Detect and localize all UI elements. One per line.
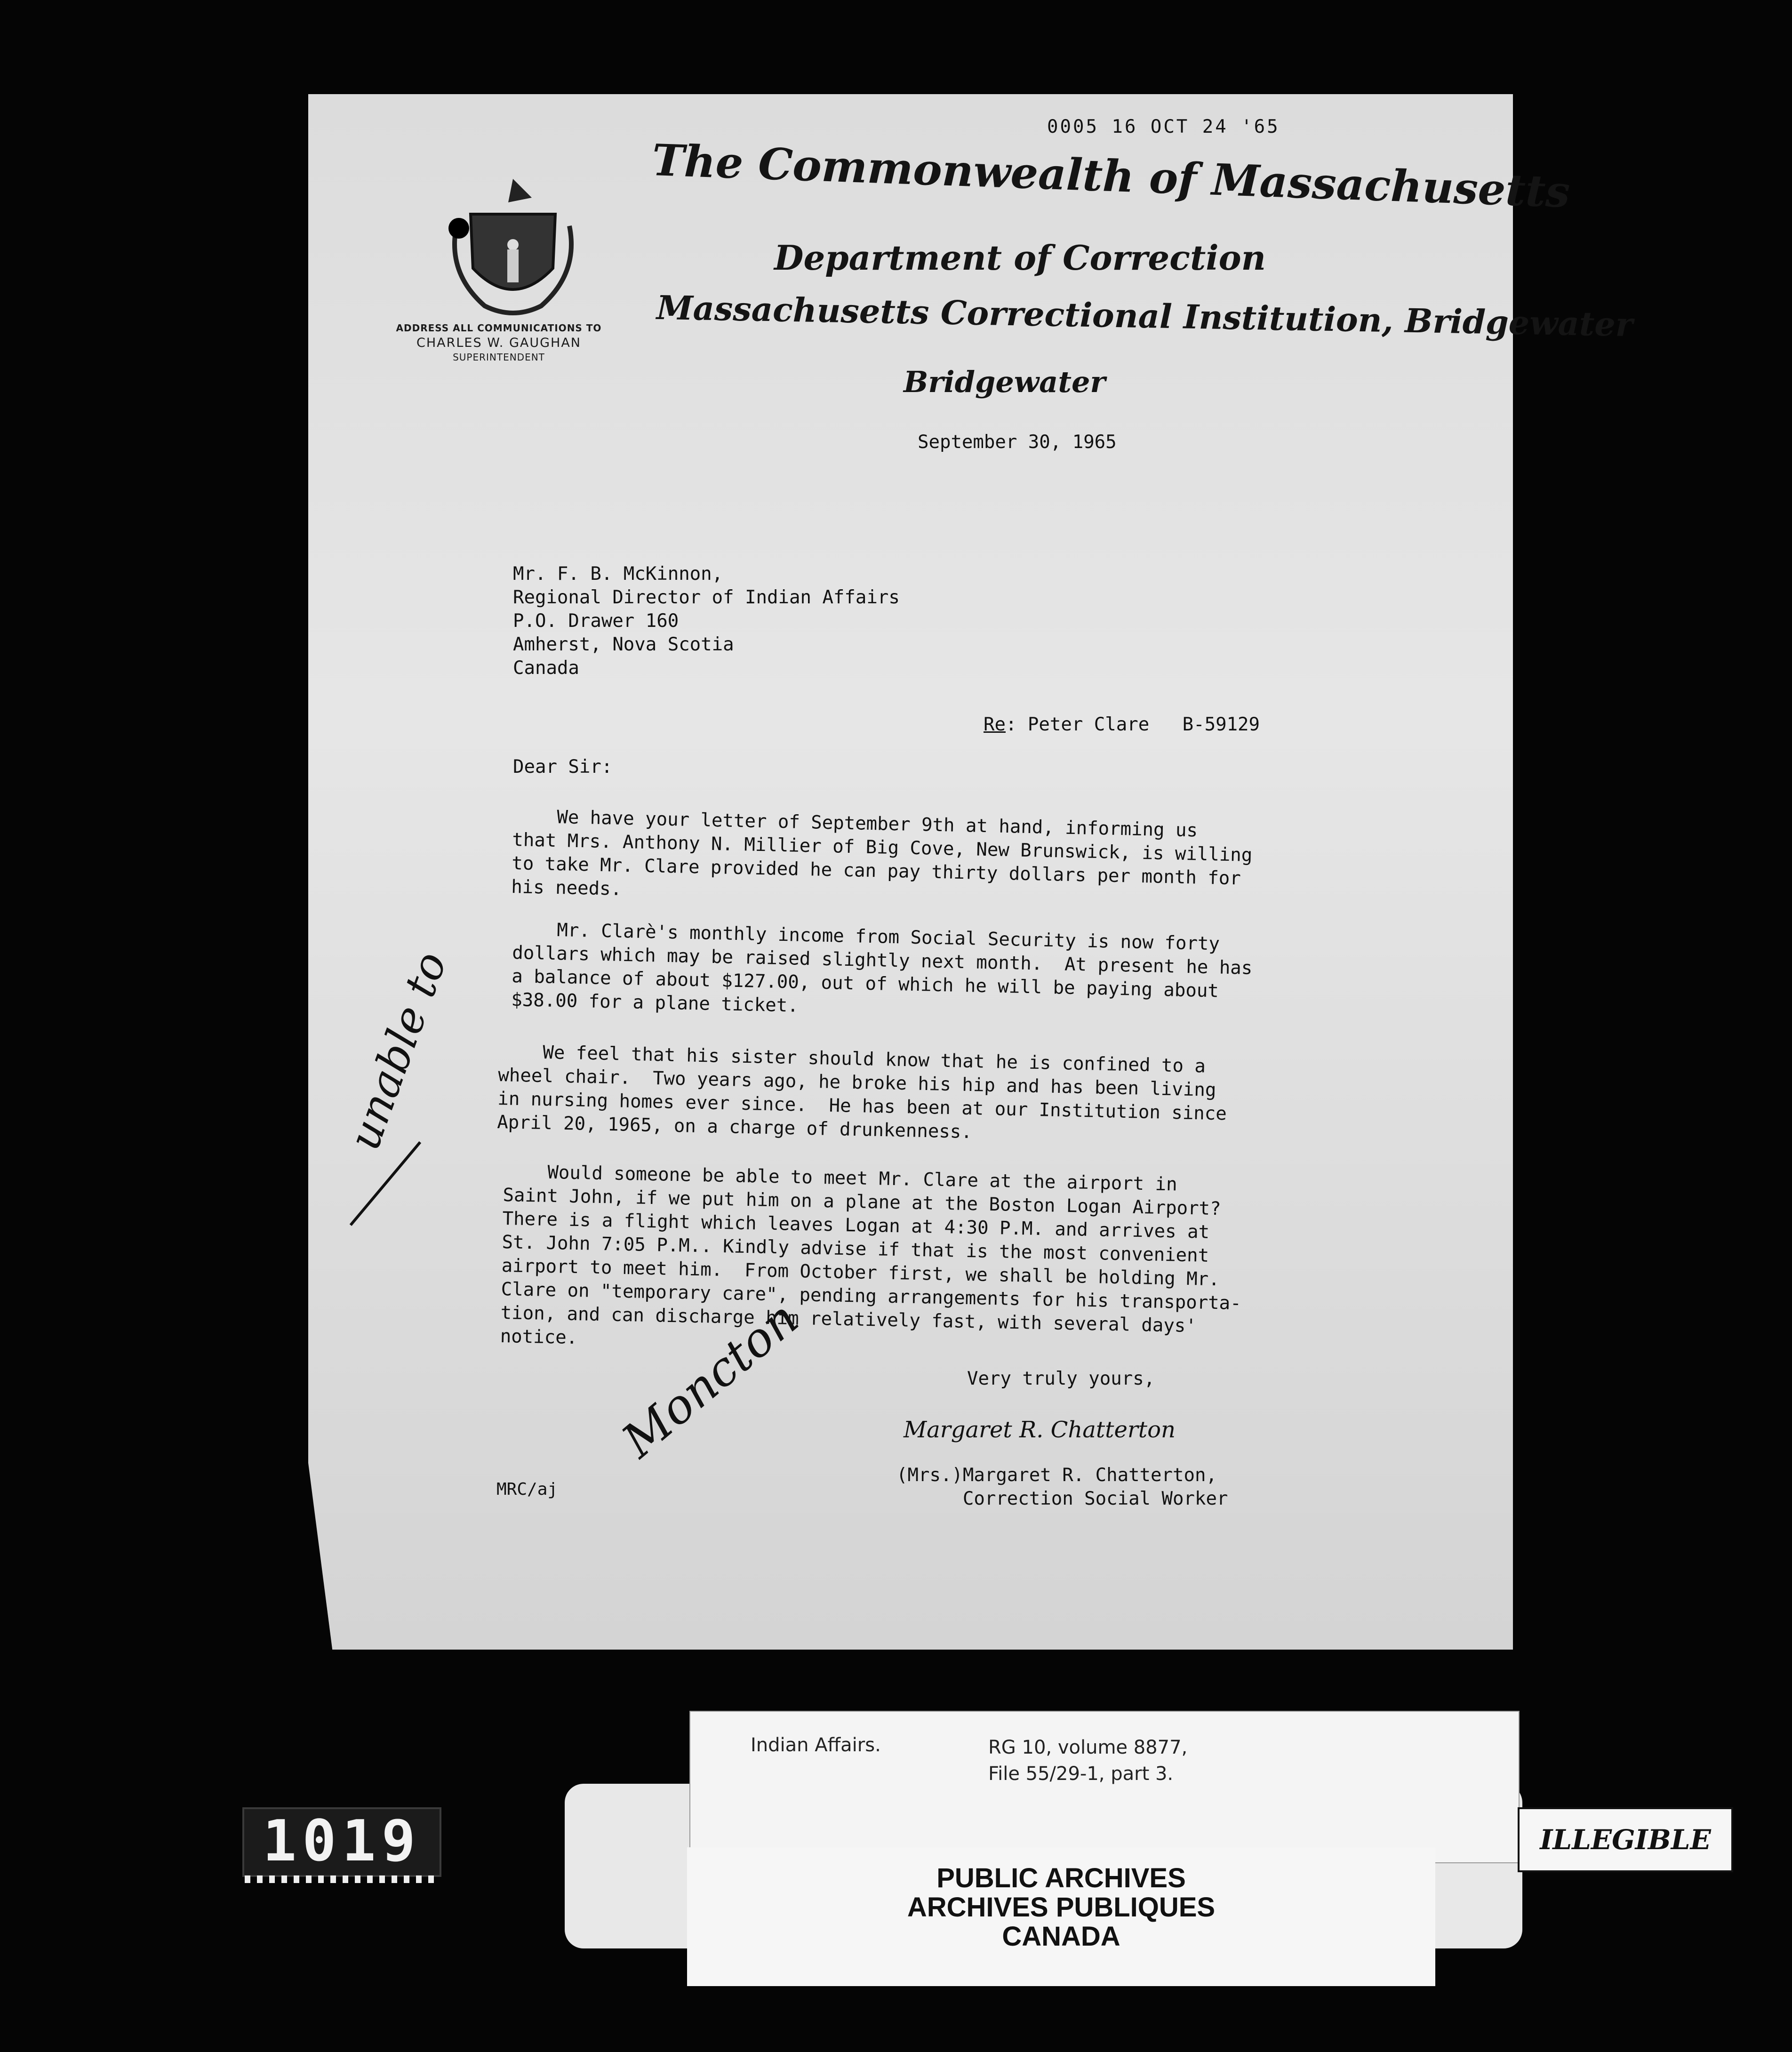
letterhead-institution: Massachusetts Correctional Institution, Bridgewater: [656, 288, 1633, 345]
body-paragraph: Would someone be able to meet Mr. Clare at the airport in Saint John, if we put him on a plane at the Boston Logan Airport? There is a flight which leaves Logan at 4:30 P.M. and arrives at St. John 7:05 P.M.. Kindly advise if that is the most convenient airport to meet him. From October first, we shall be holding Mr. Clare on "temporary care", pending arrangements for his transporta- tion, and can discharge him relatively fast, with several days' notice.: [500, 1161, 1242, 1349]
handwritten-signature: Margaret R. Chatterton: [904, 1417, 1176, 1443]
massachusetts-seal-icon: [438, 169, 588, 329]
archives-name-label: [687, 1847, 1435, 1986]
re-line: [984, 713, 1260, 737]
signer-block: (Mrs.)Margaret R. Chatterton, Correction Social Worker: [896, 1465, 1228, 1509]
typist-initials: MRC/aj: [496, 1480, 558, 1499]
archive-reference-card: [689, 1711, 1520, 1863]
letterhead-commonwealth: The Commonwealth of Massachusetts: [651, 134, 1571, 218]
re-subject: : Peter Clare B-59129: [1005, 714, 1260, 735]
address-line-1: ADDRESS ALL COMMUNICATIONS TO: [396, 322, 602, 334]
frame-number: 1019: [242, 1807, 441, 1877]
re-label: Re: [984, 714, 1006, 735]
salutation: Dear Sir:: [513, 756, 613, 778]
archive-fonds: Indian Affairs.: [751, 1734, 881, 1756]
body-paragraph: We feel that his sister should know that he is confined to a wheel chair. Two years ago, he broke his hip and has been living in nursing homes ever since. He has been at our Institution since April 20, 1965, on a charge of drunkenness.: [496, 1041, 1227, 1143]
film-perforation: [245, 1876, 435, 1883]
archive-reference: [988, 1734, 1187, 1787]
archives-name: PUBLIC ARCHIVES ARCHIVES PUBLIQUES CANADA: [907, 1863, 1216, 1952]
body-paragraph: Mr. Clarè's monthly income from Social Security is now forty dollars which may be raised slightly next month. At present he has a balance of about $127.00, out of which he will be paying about $38.00 for a plane ticket.: [511, 918, 1253, 1017]
handwritten-margin-note: unable to: [339, 945, 457, 1156]
letter-date: September 30, 1965: [918, 432, 1117, 453]
closing: Very truly yours,: [967, 1368, 1155, 1389]
letterhead-department: Department of Correction: [774, 238, 1266, 278]
received-stamp: 0005 16 OCT 24 '65: [1047, 116, 1280, 137]
address-line-3: SUPERINTENDENT: [453, 352, 545, 363]
recipient-address: Mr. F. B. McKinnon, Regional Director of Indian Affairs P.O. Drawer 160 Amherst, Nova Scotia Canada: [513, 563, 900, 679]
body-paragraph: We have your letter of September 9th at hand, informing us that Mrs. Anthony N. Millier of Big Cove, New Brunswick, is willing to take Mr. Clare provided he can pay thirty dollars per month for his needs.: [511, 805, 1253, 900]
superintendent-address: [372, 322, 626, 363]
address-line-2: CHARLES W. GAUGHAN: [416, 336, 582, 350]
handwritten-moncton: Moncton: [612, 1291, 809, 1468]
illegible-tag: ILLEGIBLE: [1518, 1807, 1733, 1872]
archive-reference-text: RG 10, volume 8877, File 55/29-1, part 3.: [988, 1737, 1188, 1785]
letterhead-place: Bridgewater: [904, 365, 1106, 399]
